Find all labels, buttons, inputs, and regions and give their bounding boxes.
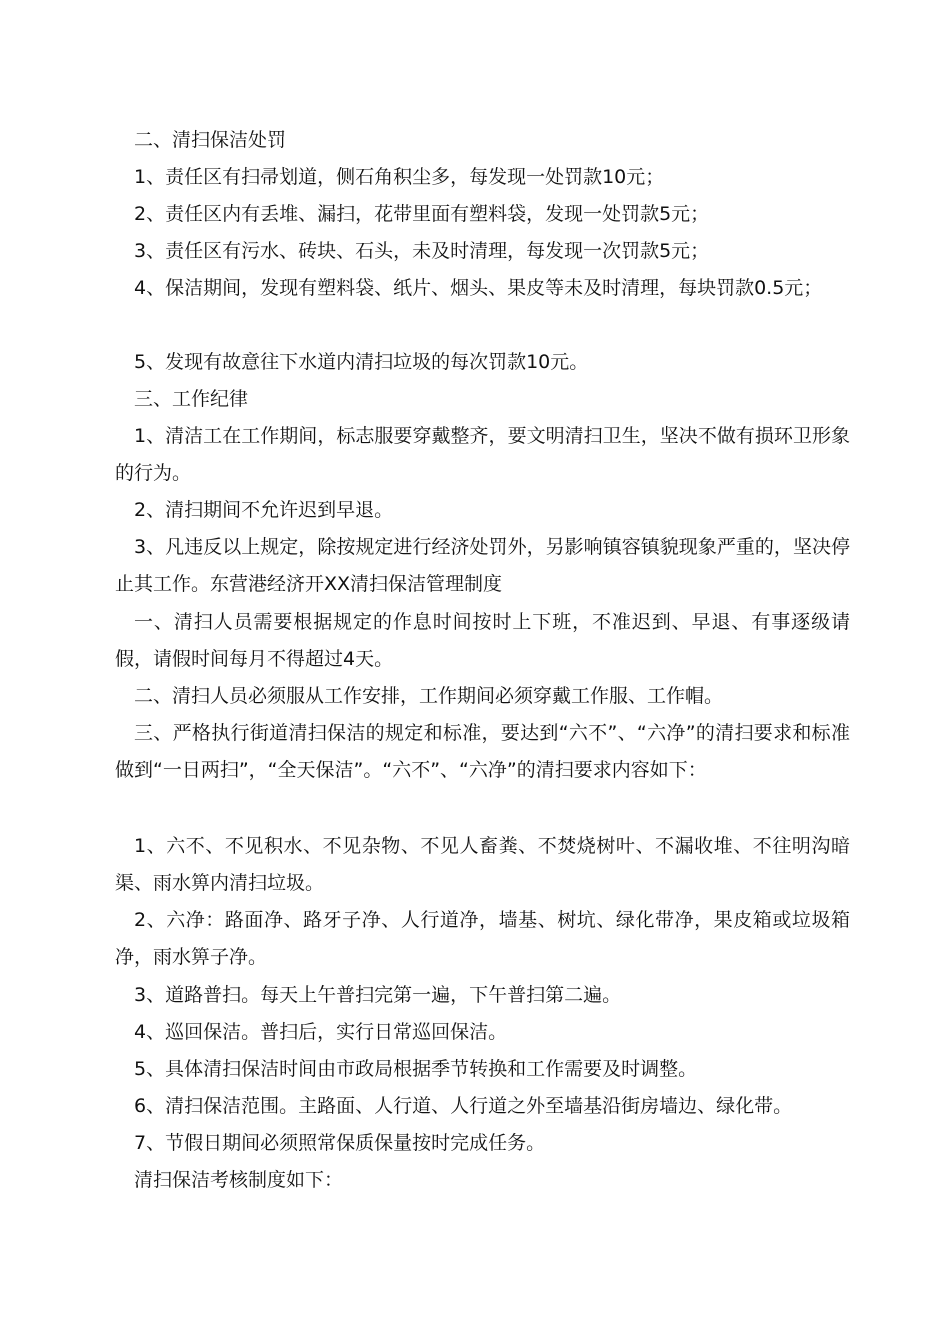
section-heading-discipline: 三、工作纪律 [134, 388, 249, 410]
paragraph: 5、具体清扫保洁时间由市政局根据季节转换和工作需要及时调整。 [134, 1058, 698, 1080]
section-heading-penalties: 二、清扫保洁处罚 [134, 129, 287, 151]
paragraph: 4、巡回保洁。普扫后，实行日常巡回保洁。 [134, 1021, 508, 1043]
paragraph: 三、严格执行街道清扫保洁的规定和标准，要达到“六不”、“六净”的清扫要求和标准做到“一日两扫”，“全天保洁”。“六不”、“六净”的清扫要求内容如下： [115, 722, 850, 781]
paragraph: 1、清洁工在工作期间，标志服要穿戴整齐，要文明清扫卫生，坚决不做有损环卫形象的行为。 [115, 425, 850, 484]
paragraph: 7、节假日期间必须照常保质保量按时完成任务。 [134, 1132, 546, 1154]
paragraph: 3、道路普扫。每天上午普扫完第一遍，下午普扫第二遍。 [134, 984, 622, 1006]
paragraph: 6、清扫保洁范围。主路面、人行道、人行道之外至墙基沿街房墙边、绿化带。 [134, 1095, 793, 1117]
paragraph: 3、凡违反以上规定，除按规定进行经济处罚外，另影响镇容镇貌现象严重的，坚决停止其工作。东营港经济开XX清扫保洁管理制度 [115, 536, 850, 595]
paragraph: 1、责任区有扫帚划道，侧石角积尘多，每发现一处罚款10元； [134, 166, 665, 188]
paragraph: 5、发现有故意往下水道内清扫垃圾的每次罚款10元。 [134, 351, 589, 373]
paragraph: 一、清扫人员需要根据规定的作息时间按时上下班，不准迟到、早退、有事逐级请假，请假时间每月不得超过4天。 [115, 611, 850, 670]
paragraph: 4、保洁期间，发现有塑料袋、纸片、烟头、果皮等未及时清理，每块罚款0.5元； [134, 277, 823, 299]
paragraph: 清扫保洁考核制度如下： [134, 1169, 344, 1191]
paragraph: 2、清扫期间不允许迟到早退。 [134, 499, 394, 521]
paragraph: 1、六不、不见积水、不见杂物、不见人畜粪、不焚烧树叶、不漏收堆、不往明沟暗渠、雨水箅内清扫垃圾。 [115, 835, 850, 894]
paragraph: 2、责任区内有丢堆、漏扫，花带里面有塑料袋，发现一处罚款5元； [134, 203, 710, 225]
paragraph: 2、六净：路面净、路牙子净、人行道净，墙基、树坑、绿化带净，果皮箱或垃圾箱净，雨水箅子净。 [115, 909, 850, 968]
paragraph: 二、清扫人员必须服从工作安排，工作期间必须穿戴工作服、工作帽。 [134, 685, 724, 707]
paragraph: 3、责任区有污水、砖块、石头，未及时清理，每发现一次罚款5元； [134, 240, 710, 262]
